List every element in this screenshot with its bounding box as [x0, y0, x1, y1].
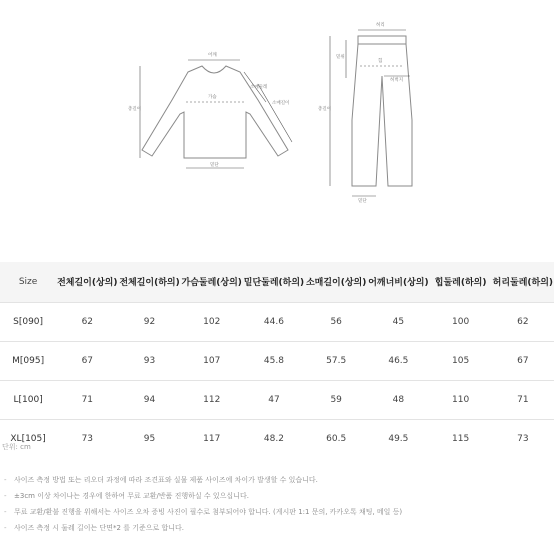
- sleeve-label: 소매길이: [272, 101, 290, 106]
- table-row: [0, 341, 554, 380]
- top-hem-label: 밑단: [210, 163, 219, 168]
- table-cell: 71: [81, 394, 94, 405]
- rise-label: 밑위: [336, 55, 345, 60]
- note-text: ±3cm 이상 차이나는 경우에 한하여 무료 교환/반품 진행하실 수 있으십니다.: [14, 492, 249, 500]
- sweater-measure-lines: [140, 60, 292, 168]
- table-cell: 107: [203, 355, 221, 366]
- table-cell: 73: [81, 433, 94, 444]
- table-cell: 59: [330, 394, 342, 405]
- table-cell: 73: [517, 433, 529, 444]
- table-cell: 48: [392, 394, 405, 405]
- header-chest: 가슴둘레(상의): [181, 278, 242, 289]
- hip-label: 힙: [378, 59, 383, 64]
- table-cell: 48.2: [263, 433, 284, 444]
- sweater-outline: [142, 66, 288, 158]
- table-header-row: [0, 262, 554, 302]
- table-cell: 47: [268, 394, 280, 405]
- list-item: [0, 488, 554, 504]
- list-item: [0, 504, 554, 520]
- shoulder-label: 어깨: [208, 53, 217, 58]
- table-cell: 67: [81, 355, 94, 366]
- table-cell: 44.6: [263, 316, 284, 327]
- header-hem: 밑단둘레(하의): [243, 278, 305, 289]
- notes-list: [0, 472, 554, 536]
- table-cell: 45.8: [263, 355, 284, 366]
- header-size: Size: [18, 276, 38, 287]
- table-cell: 67: [517, 355, 529, 366]
- table-cell: XL[105]: [10, 433, 46, 444]
- size-table: [0, 262, 554, 458]
- table-cell: 60.5: [326, 433, 347, 444]
- top-length-label: 총길이: [128, 107, 142, 112]
- bullet-marker: -: [4, 492, 7, 500]
- table-cell: 110: [452, 394, 470, 405]
- table-cell: 71: [517, 394, 529, 405]
- table-row: [0, 302, 554, 341]
- table-cell: 56: [330, 316, 342, 327]
- thigh-label: 허벅지: [390, 78, 404, 83]
- header-bottom-length: 전체길이(하의): [119, 278, 180, 289]
- unit-label: 단위: cm: [2, 443, 31, 451]
- table-cell: 105: [452, 355, 470, 366]
- header-hip: 힙둘레(하의): [434, 278, 487, 289]
- table-cell: 94: [143, 394, 156, 405]
- pants-hem-label: 밑단: [358, 199, 367, 204]
- table-cell: 100: [452, 316, 470, 327]
- table-cell: 102: [203, 316, 221, 327]
- note-text: 사이즈 측정 시 둘레 길이는 단면*2 를 기준으로 합니다.: [14, 524, 184, 532]
- garment-illustrations: [0, 0, 554, 220]
- table-cell: 92: [143, 316, 156, 327]
- table-cell: 57.5: [326, 355, 347, 366]
- table-cell: 46.5: [388, 355, 409, 366]
- table-cell: 112: [203, 394, 221, 405]
- table-cell: 62: [81, 316, 94, 327]
- list-item: [0, 472, 554, 488]
- table-cell: S[090]: [13, 316, 44, 327]
- bullet-marker: -: [4, 508, 7, 516]
- table-cell: L[100]: [13, 394, 43, 405]
- chest-label: 가슴: [208, 95, 217, 100]
- note-text: 사이즈 측정 방법 또는 리오더 과정에 따라 조견표와 실물 제품 사이즈에 차이가 발생할 수 있습니다.: [14, 476, 318, 484]
- header-top-length: 전체길이(상의): [57, 278, 118, 289]
- table-cell: 62: [517, 316, 529, 327]
- table-cell: 93: [143, 355, 156, 366]
- note-text: 무료 교환/환불 진행을 위해서는 사이즈 오차 증빙 사진이 필수로 첨부되어야 합니다. (게시판 1:1 문의, 카카오톡 채팅, 메일 등): [14, 508, 403, 516]
- table-row: [0, 380, 554, 419]
- bullet-marker: -: [4, 476, 7, 484]
- header-shoulder: 어깨너비(상의): [368, 278, 429, 289]
- table-cell: 117: [203, 433, 221, 444]
- list-item: [0, 520, 554, 536]
- header-waist: 허리둘레(하의): [492, 278, 554, 289]
- table-cell: 95: [143, 433, 156, 444]
- pants-outline: [352, 36, 412, 186]
- table-cell: 49.5: [388, 433, 409, 444]
- sleeve-width-label: 소매둘레: [250, 85, 268, 90]
- table-cell: 45: [392, 316, 405, 327]
- table-row: [0, 419, 554, 458]
- table-cell: M[095]: [12, 355, 45, 366]
- table-cell: 115: [452, 433, 470, 444]
- pants-length-label: 총길이: [318, 107, 332, 112]
- header-sleeve: 소매길이(상의): [305, 278, 367, 289]
- size-diagram: [0, 0, 554, 220]
- bullet-marker: -: [4, 524, 7, 532]
- waist-label: 허리: [376, 23, 385, 28]
